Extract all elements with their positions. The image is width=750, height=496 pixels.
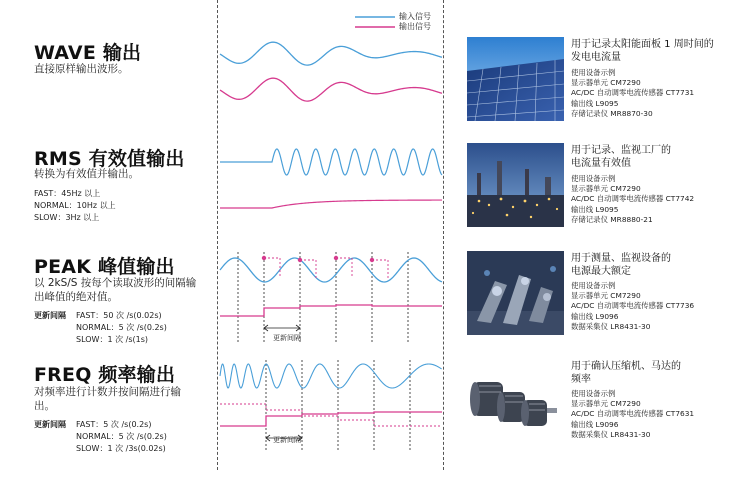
peak-detail-4: 输出线 L9096 bbox=[571, 311, 619, 321]
equipment-photo bbox=[467, 251, 564, 335]
peak-description-line-2: 出峰值的绝对值。 bbox=[34, 291, 118, 303]
wave-detail-4: 输出线 L9095 bbox=[571, 98, 619, 108]
peak-details bbox=[571, 281, 694, 332]
rms-detail-3: AC/DC 自动调零电流传感器 CT7742 bbox=[571, 194, 695, 204]
rms-detail-1: 使用设备示例 bbox=[571, 174, 616, 183]
freq-caption-line-1: 用于确认压缩机、马达的 bbox=[571, 361, 681, 372]
freq-interval-label: 更新间隔 bbox=[34, 420, 66, 429]
rms-detail-5: 存储记录仪 MR8880-21 bbox=[571, 214, 653, 224]
freq-mode-slow: SLOW：1 次 /3s(0.02s) bbox=[76, 444, 166, 453]
peak-mode-slow: SLOW：1 次 /s(1s) bbox=[76, 335, 148, 344]
freq-mode-normal: NORMAL：5 次 /s(0.2s) bbox=[76, 432, 167, 441]
peak-caption-line-2: 电源最大额定 bbox=[571, 266, 631, 277]
wave-caption-line-1: 用于记录太阳能面板 1 周时间的 bbox=[571, 39, 714, 50]
rms-chart bbox=[220, 140, 442, 220]
freq-output-line bbox=[220, 412, 442, 426]
peak-detail-5: 数据采集仪 LR8431-30 bbox=[571, 321, 651, 331]
peak-hold-lines bbox=[264, 258, 388, 280]
right-frame-line bbox=[443, 0, 444, 470]
peak-mode-normal: NORMAL：5 次 /s(0.2s) bbox=[76, 323, 167, 332]
freq-description-line-2: 出。 bbox=[34, 400, 55, 412]
rms-title: RMS 有效值输出 bbox=[34, 148, 185, 170]
rms-caption bbox=[571, 144, 671, 170]
peak-modes bbox=[76, 310, 167, 346]
freq-detail-3: AC/DC 自动调零电流传感器 CT7631 bbox=[571, 409, 695, 419]
rms-mode-slow: SLOW：3Hz 以上 bbox=[34, 213, 100, 222]
freq-detail-1: 使用设备示例 bbox=[571, 389, 616, 398]
peak-detail-1: 使用设备示例 bbox=[571, 281, 616, 290]
rms-modes bbox=[34, 188, 116, 224]
wave-chart bbox=[220, 28, 442, 118]
freq-caption bbox=[571, 360, 681, 386]
legend-output-label: 输出信号 bbox=[399, 22, 431, 31]
freq-detail-4: 输出线 L9096 bbox=[571, 419, 619, 429]
freq-details bbox=[571, 389, 694, 440]
rms-output-line bbox=[220, 200, 442, 208]
motor-photo bbox=[467, 362, 564, 440]
rms-detail-4: 输出线 L9095 bbox=[571, 204, 619, 214]
freq-modes bbox=[76, 419, 167, 455]
freq-input-line bbox=[220, 364, 442, 388]
peak-caption-line-1: 用于测量、监视设备的 bbox=[571, 253, 671, 264]
freq-chart bbox=[220, 356, 442, 456]
peak-description-line-1: 以 2kS/S 按每个读取波形的间隔输 bbox=[34, 277, 197, 289]
peak-input-line bbox=[220, 258, 442, 282]
peak-detail-2: 显示器单元 CM7290 bbox=[571, 291, 641, 301]
rms-mode-normal: NORMAL：10Hz 以上 bbox=[34, 201, 116, 210]
wave-output-line bbox=[220, 78, 442, 101]
rms-mode-fast: FAST：45Hz 以上 bbox=[34, 189, 101, 198]
peak-caption bbox=[571, 252, 671, 278]
peak-mode-fast: FAST：50 次 /s(0.02s) bbox=[76, 311, 162, 320]
wave-caption bbox=[571, 38, 714, 64]
rms-details bbox=[571, 174, 694, 225]
wave-detail-2: 显示器单元 CM7290 bbox=[571, 78, 641, 88]
wave-description: 直接原样输出波形。 bbox=[34, 63, 129, 75]
peak-detail-3: AC/DC 自动调零电流传感器 CT7736 bbox=[571, 301, 695, 311]
wave-title: WAVE 输出 bbox=[34, 42, 142, 64]
freq-chart-interval-label: 更新间隔 bbox=[273, 436, 301, 444]
freq-step-guide bbox=[220, 404, 442, 426]
wave-caption-line-2: 发电电流量 bbox=[571, 52, 621, 63]
solar-panel-photo bbox=[467, 37, 564, 121]
peak-title: PEAK 峰值输出 bbox=[34, 256, 175, 278]
freq-mode-fast: FAST：5 次 /s(0.2s) bbox=[76, 420, 152, 429]
peak-output-line bbox=[220, 305, 442, 316]
freq-title: FREQ 频率输出 bbox=[34, 364, 176, 386]
freq-description-line-1: 对频率进行计数并按间隔进行输 bbox=[34, 386, 181, 398]
freq-detail-2: 显示器单元 CM7290 bbox=[571, 399, 641, 409]
wave-details bbox=[571, 68, 694, 119]
left-frame-line bbox=[217, 0, 218, 470]
rms-description: 转换为有效值并输出。 bbox=[34, 168, 139, 180]
peak-chart-interval-label: 更新间隔 bbox=[273, 334, 301, 342]
factory-photo bbox=[467, 143, 564, 227]
freq-description bbox=[34, 385, 181, 413]
wave-input-line bbox=[220, 42, 442, 65]
peak-interval-label: 更新间隔 bbox=[34, 311, 66, 320]
freq-caption-line-2: 频率 bbox=[571, 374, 591, 385]
wave-detail-5: 存储记录仪 MR8870-30 bbox=[571, 108, 653, 118]
wave-detail-3: AC/DC 自动调零电流传感器 CT7731 bbox=[571, 88, 695, 98]
peak-chart bbox=[220, 248, 442, 348]
rms-detail-2: 显示器单元 CM7290 bbox=[571, 184, 641, 194]
peak-description bbox=[34, 276, 196, 304]
rms-caption-line-1: 用于记录、监视工厂的 bbox=[571, 145, 671, 156]
rms-caption-line-2: 电流量有效值 bbox=[571, 158, 631, 169]
rms-input-line bbox=[220, 149, 442, 175]
freq-detail-5: 数据采集仪 LR8431-30 bbox=[571, 429, 651, 439]
legend-input-label: 输入信号 bbox=[399, 12, 431, 21]
wave-detail-1: 使用设备示例 bbox=[571, 68, 616, 77]
